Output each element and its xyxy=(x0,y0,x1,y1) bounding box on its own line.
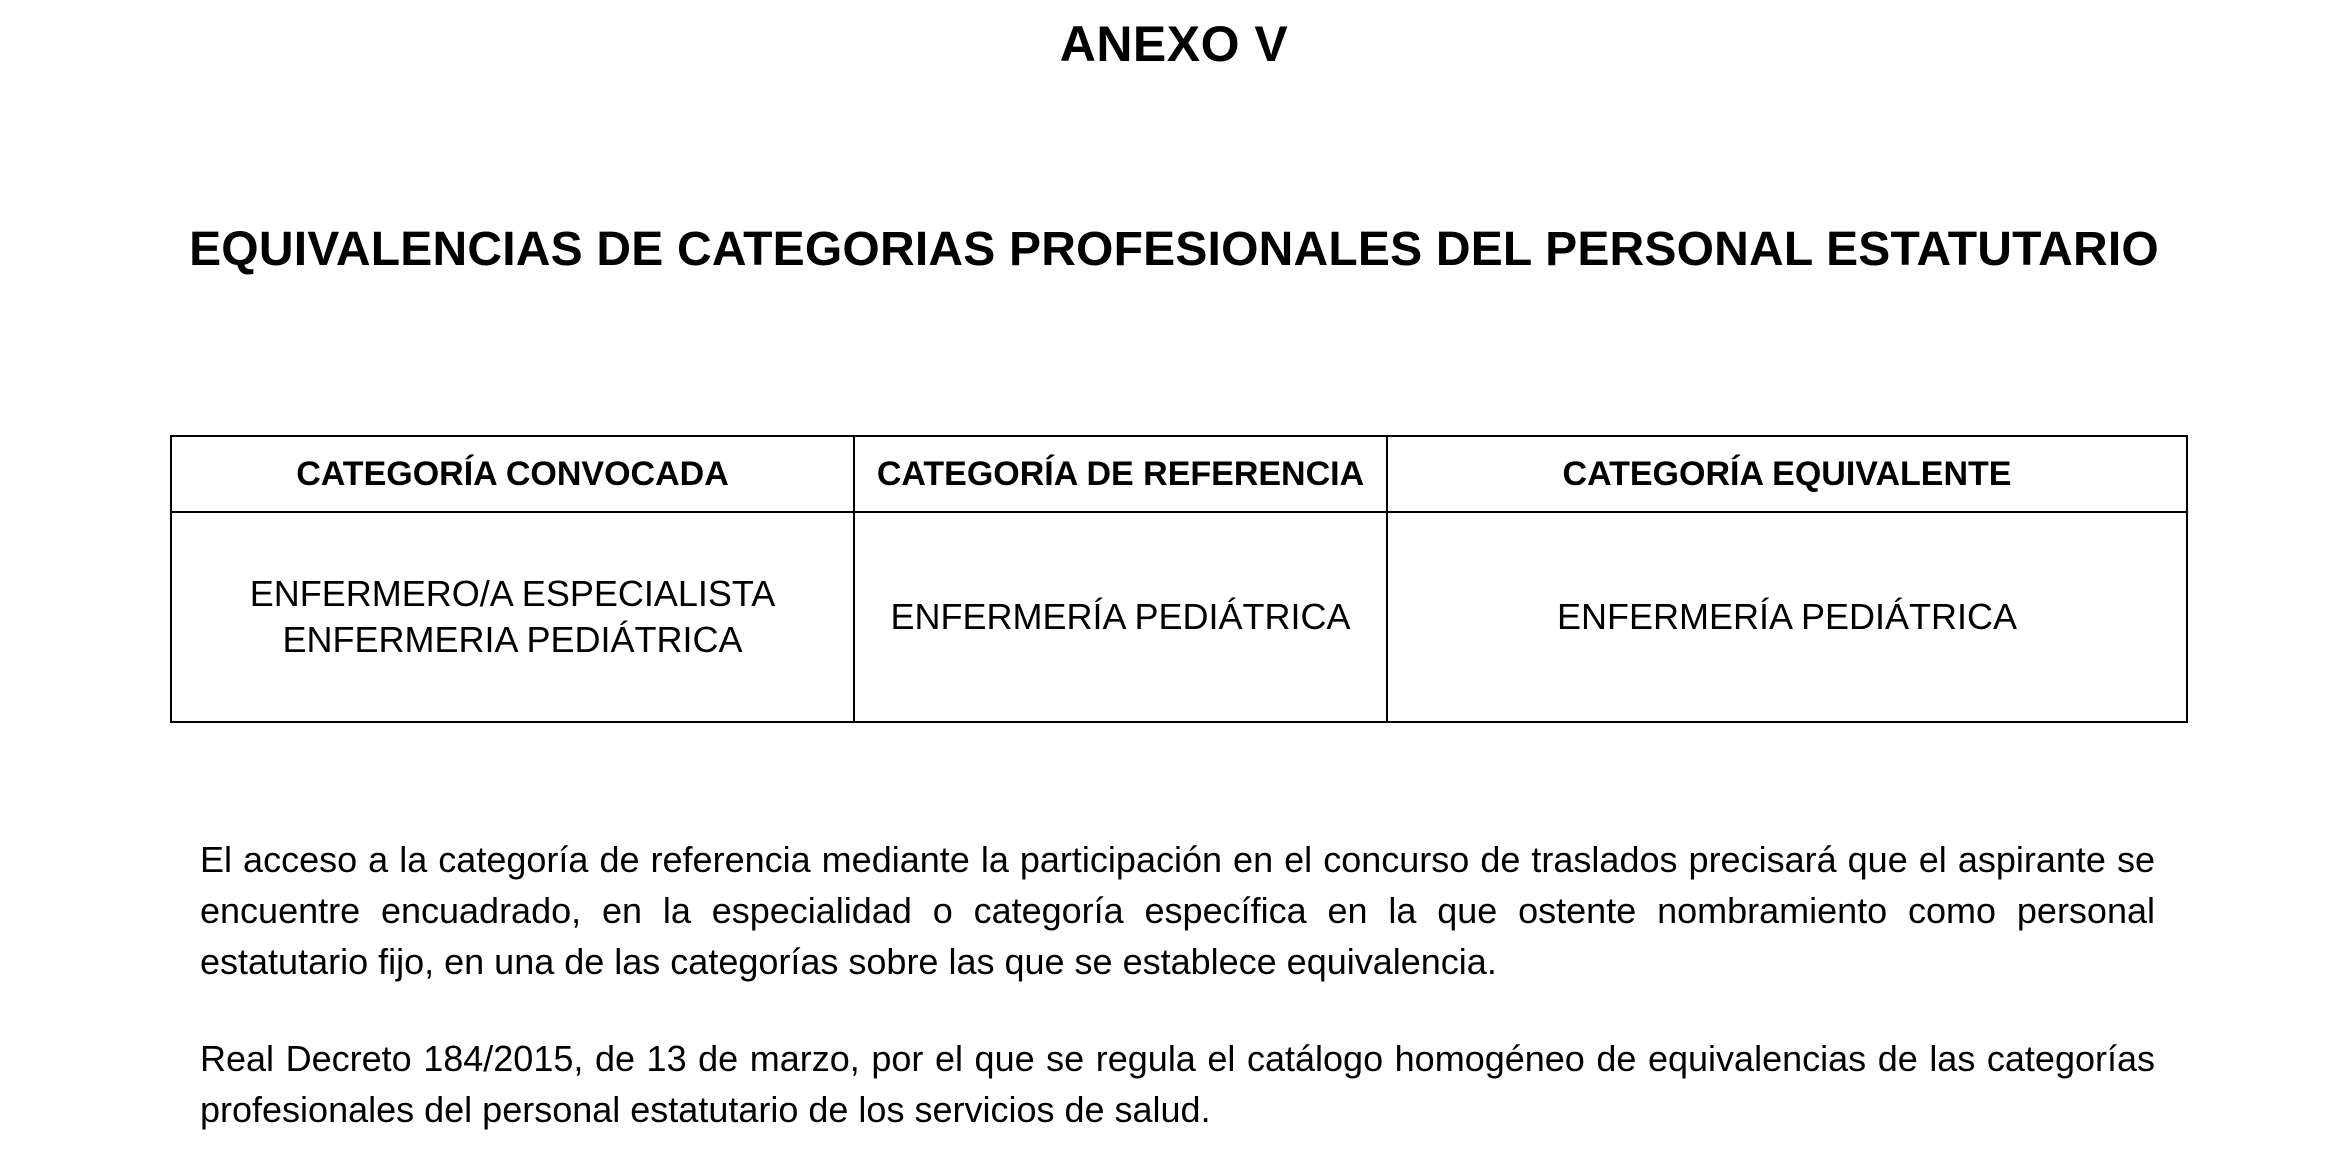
cell-categoria-referencia: ENFERMERÍA PEDIÁTRICA xyxy=(854,512,1387,722)
cell-categoria-equivalente: ENFERMERÍA PEDIÁTRICA xyxy=(1387,512,2187,722)
column-header-categoria-convocada: CATEGORÍA CONVOCADA xyxy=(171,436,854,512)
equivalence-table xyxy=(170,435,2188,723)
column-header-categoria-equivalente: CATEGORÍA EQUIVALENTE xyxy=(1387,436,2187,512)
page-title: EQUIVALENCIAS DE CATEGORIAS PROFESIONALES DEL PERSONAL ESTATUTARIO xyxy=(189,223,2159,276)
cell-categoria-convocada xyxy=(171,512,854,722)
table-row xyxy=(171,512,2187,722)
cell-line: ENFERMERO/A ESPECIALISTA xyxy=(249,573,776,614)
legal-reference-paragraph: Real Decreto 184/2015, de 13 de marzo, por el que se regula el catálogo homogéneo de equivalencias de las categorías profesionales del personal estatutario de los servicios de salud. xyxy=(200,1038,2155,1130)
column-header-categoria-referencia: CATEGORÍA DE REFERENCIA xyxy=(854,436,1387,512)
annex-title: ANEXO V xyxy=(1059,16,1289,72)
table-header-row xyxy=(171,436,2187,512)
cell-line: ENFERMERIA PEDIÁTRICA xyxy=(282,619,743,660)
access-paragraph: El acceso a la categoría de referencia mediante la participación en el concurso de traslados precisará que el aspirante se encuentre encuadrado, en la especialidad o categoría específica en la que ostente nombramiento como personal estatutario fijo, en una de las categorías sobre las que se establece equivalencia. xyxy=(200,839,2155,982)
